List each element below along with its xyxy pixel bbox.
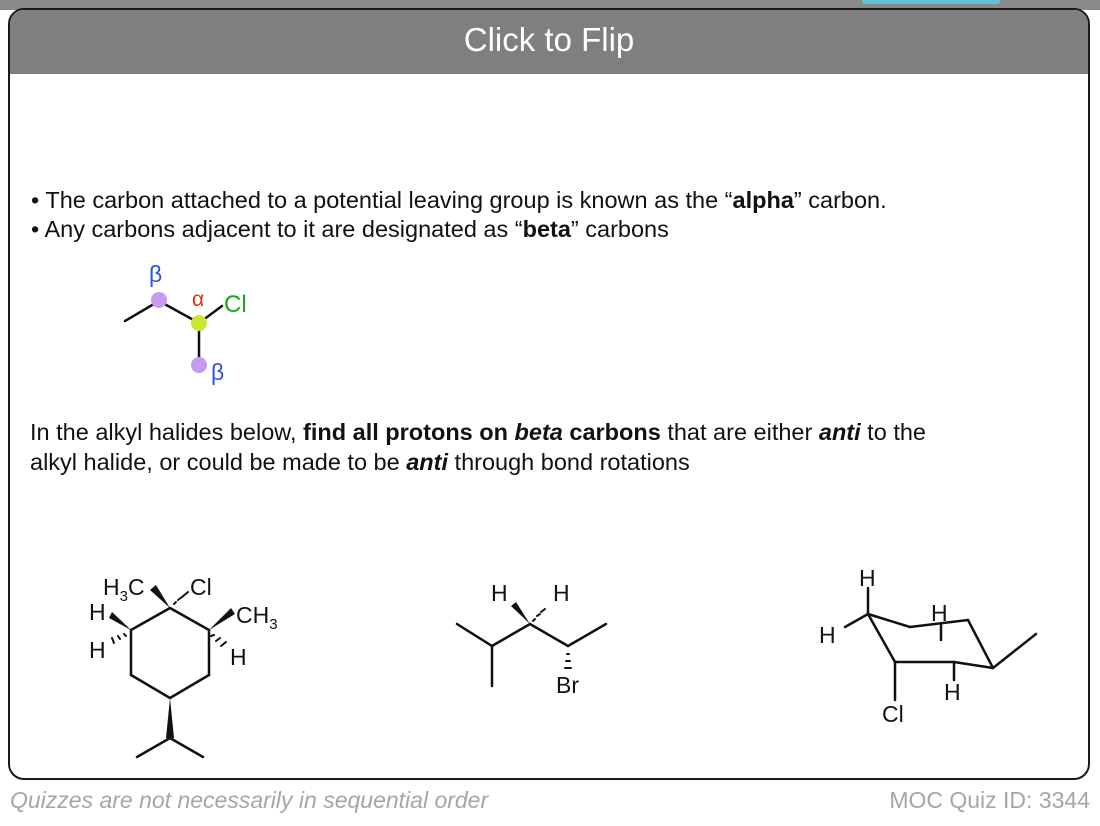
alpha-beta-diagram [125,301,222,365]
h-label: H [859,565,876,591]
flashcard[interactable] [8,8,1090,780]
bullet-alpha-bold: alpha [732,187,794,213]
h-label: H [89,637,106,663]
quiz-id: MOC Quiz ID: 3344 [889,787,1090,813]
instruction-text: that are either [660,419,819,445]
bullet-alpha-pre: The carbon attached to a potential leaving group is known as the “ [45,187,733,213]
ch3-label: $CH_3$ [236,602,278,633]
molecule-3-chair [819,565,1036,727]
beta-label: β [211,359,225,385]
bullet-beta-bold: beta [522,216,571,242]
h3c-label: $H_3C$ [103,574,145,605]
instruction-bold: find all protons on [303,419,515,445]
cl-label: Cl [882,701,904,727]
h-label: H [931,600,948,626]
br-label: Br [556,672,579,698]
chlorine-label: Cl [224,291,247,318]
click-to-flip-button[interactable]: Click to Flip [10,10,1088,74]
top-tab-button[interactable] [862,0,1000,4]
bullet-symbol: • [31,187,40,213]
instruction-text: In the alkyl halides below, [30,419,304,445]
footer-note: Quizzes are not necessarily in sequential order [10,787,489,813]
instruction-text: through bond rotations [448,449,690,475]
cl-label: Cl [190,574,212,600]
h-label: H [819,622,836,648]
alpha-carbon-dot [191,315,207,331]
instruction-emphasis: anti [818,419,861,445]
h-label: H [944,679,961,705]
instruction-text: alkyl halide, or could be made to be [30,449,407,475]
instruction-text: to the [860,419,926,445]
alpha-label: α [192,288,205,311]
instruction-bold: carbons [562,419,661,445]
instruction-emphasis: anti [406,449,449,475]
bullet-beta-pre: Any carbons adjacent to it are designated as “ [44,216,523,242]
structures-canvas [10,10,1090,780]
h-label: H [491,580,508,606]
bullet-beta-post: ” carbons [570,216,669,242]
bullet-symbol: • [31,216,40,242]
h-label: H [89,599,106,625]
molecule-1-cyclohexane [89,574,278,757]
bullet-alpha-post: ” carbon. [793,187,887,213]
h-label: H [230,644,247,670]
molecule-2-alkyl-bromide [457,580,606,698]
beta-carbon-dot [151,292,167,308]
beta-label: β [149,261,163,287]
instruction-emphasis: beta [514,419,563,445]
beta-carbon-dot [191,357,207,373]
h-label: H [553,580,570,606]
